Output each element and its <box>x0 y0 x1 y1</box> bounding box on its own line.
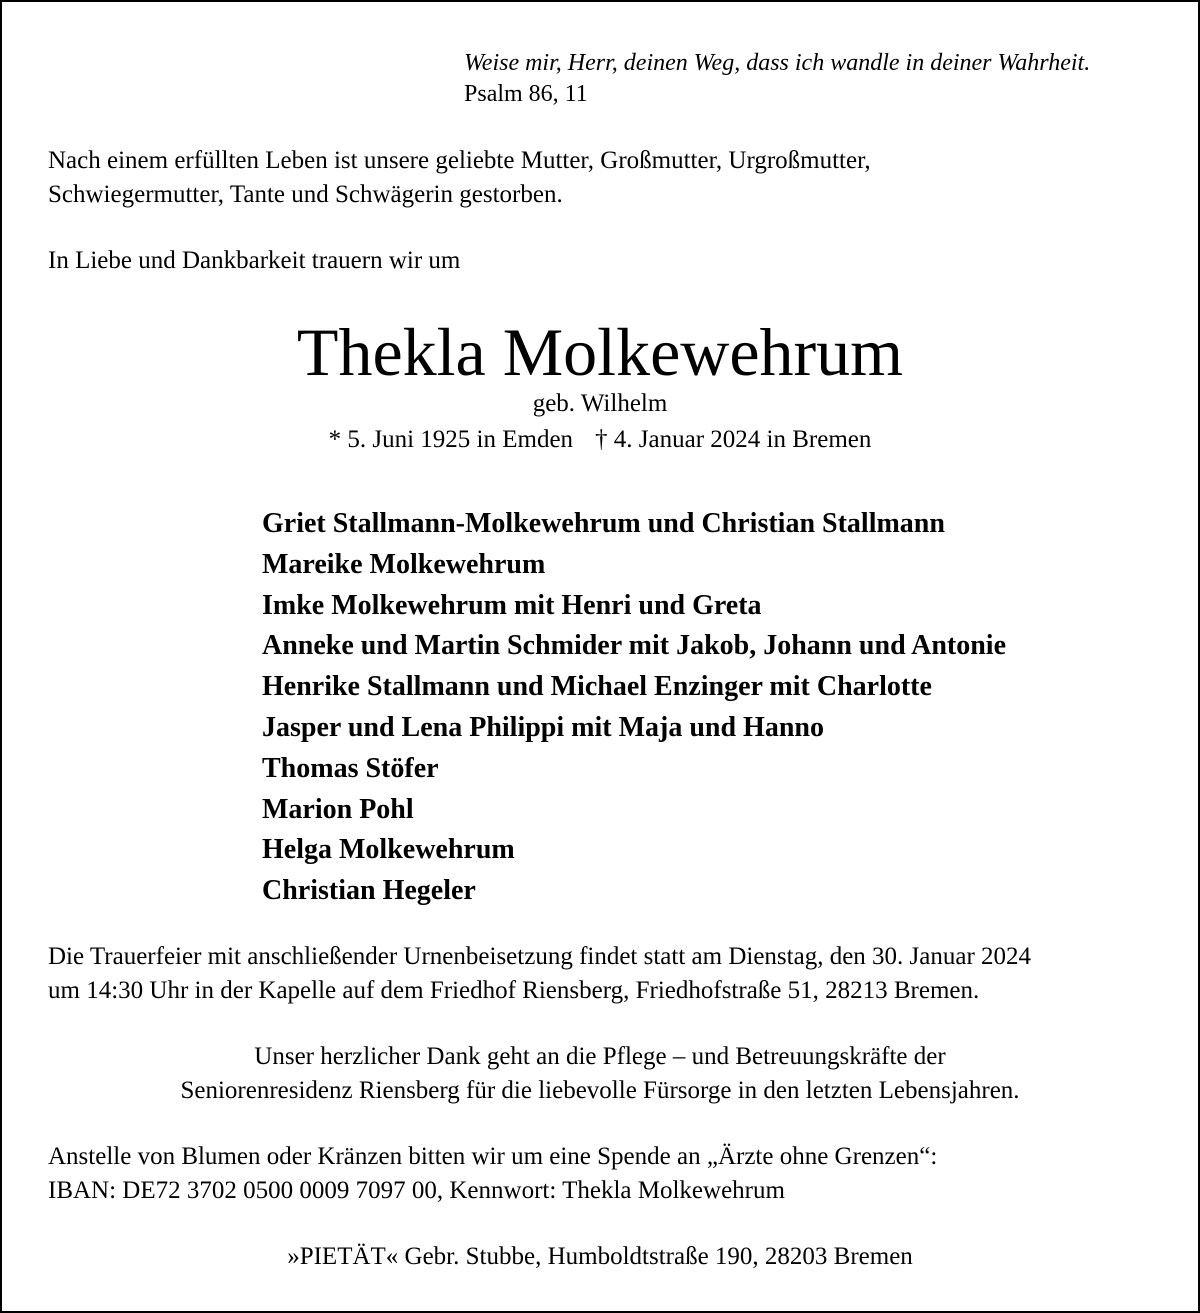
mourner-entry: Griet Stallmann-Molkewehrum und Christian Stallmann <box>262 508 945 539</box>
bible-verse <box>464 48 1090 110</box>
verse-reference: Psalm 86, 11 <box>464 81 588 107</box>
thanks-line: Seniorenresidenz Riensberg für die liebevolle Fürsorge in den letzten Lebensjahren. <box>180 1077 1020 1104</box>
thanks-line: Unser herzlicher Dank geht an die Pflege – und Betreuungskräfte der <box>254 1043 946 1070</box>
intro-line: Nach einem erfüllten Leben ist unsere geliebte Mutter, Großmutter, Urgroßmutter, <box>48 147 871 174</box>
ceremony-line: Die Trauerfeier mit anschließender Urnenbeisetzung findet statt am Dienstag, den 30. Januar 2024 <box>48 943 1032 970</box>
birth-date: * 5. Juni 1925 in Emden <box>328 426 574 453</box>
intro-line: Schwiegermutter, Tante und Schwägerin gestorben. <box>48 181 563 208</box>
mourner-entry: Imke Molkewehrum mit Henri und Greta <box>262 589 762 621</box>
mourner-entry: Anneke und Martin Schmider mit Jakob, Johann und Antonie <box>262 630 1006 662</box>
death-date: † 4. Januar 2024 in Bremen <box>595 426 872 453</box>
mourners-list <box>262 504 1006 912</box>
donation-paragraph <box>48 1140 1158 1208</box>
iban-line: IBAN: DE72 3702 0500 0009 7097 00, Kennwort: Thekla Molkewehrum <box>48 1177 785 1204</box>
maiden-name: geb. Wilhelm <box>532 390 668 417</box>
mourner-entry: Mareike Molkewehrum <box>262 548 546 580</box>
mourner-entry: Henrike Stallmann und Michael Enzinger mit Charlotte <box>262 671 932 703</box>
mourner-entry: Thomas Stöfer <box>262 752 439 784</box>
mourning-line: In Liebe und Dankbarkeit trauern wir um <box>48 247 461 274</box>
mourner-entry: Helga Molkewehrum <box>262 834 515 866</box>
funeral-home: »PIETÄT« Gebr. Stubbe, Humboldtstraße 190, 28203 Bremen <box>287 1243 913 1270</box>
deceased-name: Thekla Molkewehrum <box>296 314 904 390</box>
life-dates <box>2 424 1198 456</box>
intro-paragraph <box>48 144 1158 212</box>
mourner-entry: Marion Pohl <box>262 793 414 825</box>
ceremony-line: um 14:30 Uhr in der Kapelle auf dem Friedhof Riensberg, Friedhofstraße 51, 28213 Bremen. <box>48 977 980 1004</box>
mourner-entry: Christian Hegeler <box>262 875 476 907</box>
donation-line: Anstelle von Blumen oder Kränzen bitten wir um eine Spende an „Ärzte ohne Grenzen“: <box>48 1143 938 1170</box>
thanks-paragraph <box>2 1040 1198 1108</box>
verse-text: Weise mir, Herr, deinen Weg, dass ich wandle in deiner Wahrheit. <box>464 50 1091 76</box>
mourner-entry: Jasper und Lena Philippi mit Maja und Hanno <box>262 711 824 743</box>
ceremony-paragraph <box>48 940 1158 1008</box>
